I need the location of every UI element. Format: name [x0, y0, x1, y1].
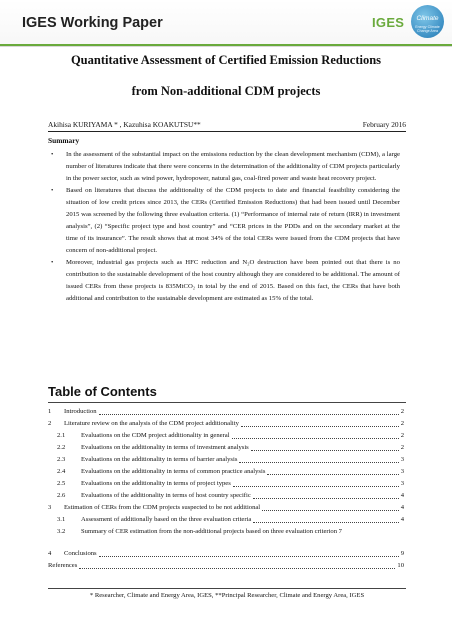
- toc-entry[interactable]: [48, 454, 404, 466]
- toc-label: Evaluations on the additionality in terms of investment analysis: [81, 444, 249, 451]
- logo-circle-subtext: Energy Climate Change Area: [415, 25, 440, 33]
- toc-leader: [99, 406, 399, 415]
- toc-page: 3: [400, 468, 404, 475]
- toc-page: 4: [400, 492, 404, 499]
- toc-entry[interactable]: [48, 502, 404, 514]
- toc-entry[interactable]: [48, 430, 404, 442]
- toc-number: 2.5: [57, 480, 66, 487]
- author-names: Akihisa KURIYAMA * , Kazuhisa KOAKUTSU**: [48, 120, 201, 129]
- toc-page: 4: [400, 516, 404, 523]
- toc-label: Evaluations of the additionality in terms of host country specific: [81, 492, 251, 499]
- toc-number: 2: [48, 420, 52, 427]
- toc-label: Evaluations on the additionality in terms of project types: [81, 480, 231, 487]
- toc-page: 2: [400, 432, 404, 439]
- header-band: [0, 0, 452, 47]
- toc-label: Evaluations on the additionality in terms of barrier analysis: [81, 456, 238, 463]
- toc-label: Estimation of CERs from the CDM projects suspected to be not additional: [64, 504, 261, 511]
- toc-rule: [48, 402, 406, 403]
- toc-entry[interactable]: [48, 466, 404, 478]
- toc-label: Assessment of additionally based on the three evaluation criteria: [81, 516, 252, 523]
- toc-label: Conclusions: [64, 550, 97, 557]
- toc-page: 3: [400, 456, 404, 463]
- toc-label: [81, 526, 403, 548]
- summary-bullet-text: Based on literatures that discuss the additionality of the CDM projects to date and financial feasibility considering the situation of low credit prices since 2013, the CERs (Certified Emission Reductions) that had been issued until December 2015 was screened by the following three evaluation criteria. (1) “Performance of internal rate of return (IRR) in investment analysis”, (2) “Specific project type and host country” and “CER prices in the PDDs and on the secondary market at the time of its insurance”. The result shows that at most 34% of the total CERs were issued from the CDM projects that have concern of non-additional project.: [66, 187, 400, 254]
- toc-entry[interactable]: [48, 560, 404, 572]
- toc-entry[interactable]: [48, 418, 404, 430]
- toc-page: 7: [338, 528, 342, 535]
- toc-label: Evaluations on the additionality in terms of common practice analysis: [81, 468, 266, 475]
- toc-entry[interactable]: [48, 548, 404, 560]
- toc-number: 2.1: [57, 432, 66, 439]
- toc-leader: [253, 514, 398, 523]
- toc-entry[interactable]: [48, 478, 404, 490]
- author-rule: [48, 131, 406, 132]
- toc-page: 2: [400, 444, 404, 451]
- toc-entry[interactable]: [48, 514, 404, 526]
- summary-bullet: [48, 149, 400, 185]
- toc-leader: [232, 430, 399, 439]
- footnote-rule: [48, 588, 406, 589]
- toc-number: 3.1: [57, 516, 66, 523]
- logo-circle-text: Climate: [416, 15, 439, 22]
- toc-leader: [239, 454, 398, 463]
- publication-date: February 2016: [362, 120, 406, 129]
- toc-page: 4: [400, 504, 404, 511]
- summary-bullet: [48, 185, 400, 257]
- toc-number: 4: [48, 550, 52, 557]
- toc-number: 1: [48, 408, 52, 415]
- toc-leader: [79, 560, 395, 569]
- toc-number: 2.3: [57, 456, 66, 463]
- series-title: IGES Working Paper: [22, 15, 163, 31]
- toc-leader: [253, 490, 399, 499]
- toc-leader: [251, 442, 399, 451]
- toc-number: 2.2: [57, 444, 66, 451]
- toc-page: 3: [400, 480, 404, 487]
- toc-page: 10: [397, 562, 404, 569]
- toc-number: 3: [48, 504, 52, 511]
- toc-label-text: Summary of CER estimation from the non-additional projects based on three evaluation criterion: [81, 528, 337, 535]
- toc-leader: [233, 478, 399, 487]
- summary-bullet-text: Moreover, industrial gas projects such as HFC reduction and N₂O destruction have been pointed out that there is no contribution to the sustainable development of the host country although they are considered to be additional. The amount of issued CERs from these projects is 835MtCO₂ in total by the end of 2015. Based on this fact, the CERs that have both additional and contribution to the sustainable development are estimated as 15% of the total.: [66, 259, 400, 302]
- toc-label: References: [48, 562, 78, 569]
- summary-bullet-text: In the assessment of the substantial impact on the emissions reduction by the clean development mechanism (CDM), a large number of literatures indicate that there were concerns in the determination of the additionality of CDM projects particularly in the power sector, such as wind power, hydropower, natural gas, coal-fired power and waste heat recovery project.: [66, 151, 400, 182]
- toc-entry[interactable]: [48, 490, 404, 502]
- bullet-icon: •: [51, 151, 54, 158]
- toc-leader: [99, 548, 399, 557]
- header-rule: [0, 44, 452, 46]
- toc-heading: Table of Contents: [48, 384, 157, 399]
- summary-list: [48, 149, 400, 305]
- toc-number: 2.6: [57, 492, 66, 499]
- toc-entry[interactable]: [48, 526, 404, 548]
- paper-title-line-1: Quantitative Assessment of Certified Emission Reductions: [70, 53, 382, 67]
- toc-leader: [267, 466, 398, 475]
- toc-label: Introduction: [64, 408, 97, 415]
- table-of-contents: [48, 406, 404, 572]
- summary-heading: Summary: [48, 136, 80, 145]
- footnote: * Researcher, Climate and Energy Area, IGES, **Principal Researcher, Climate and Energy Area, IGES: [89, 592, 365, 599]
- toc-page: 2: [400, 420, 404, 427]
- iges-logo-text: IGES: [372, 15, 405, 30]
- toc-entry[interactable]: [48, 406, 404, 418]
- toc-label: Evaluations on the CDM project additionality in general: [81, 432, 230, 439]
- toc-number: 3.2: [57, 528, 66, 535]
- paper-title-line-2: from Non-additional CDM projects: [131, 84, 321, 98]
- toc-page: 2: [400, 408, 404, 415]
- toc-number: 2.4: [57, 468, 66, 475]
- summary-bullet: [48, 257, 400, 305]
- toc-entry[interactable]: [48, 442, 404, 454]
- toc-leader: [262, 502, 399, 511]
- bullet-icon: •: [51, 259, 54, 266]
- toc-leader: [241, 418, 399, 427]
- bullet-icon: •: [51, 187, 54, 194]
- climate-logo-icon: [411, 5, 444, 38]
- toc-label: Literature review on the analysis of the CDM project additionality: [64, 420, 239, 427]
- toc-page: 9: [400, 550, 404, 557]
